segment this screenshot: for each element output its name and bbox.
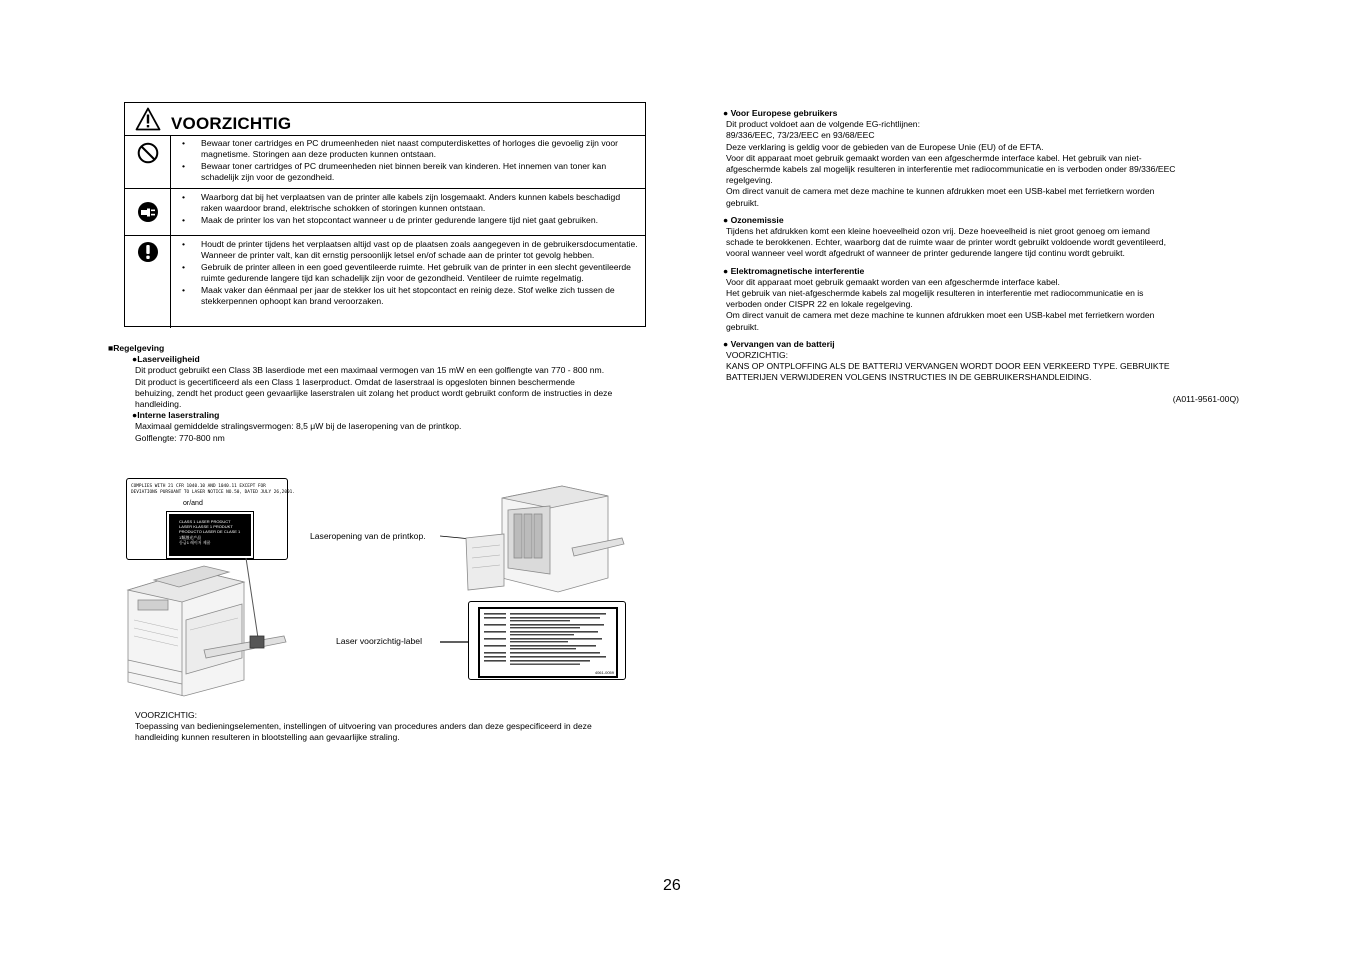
laser-safety-heading: ●Laserveiligheid — [132, 354, 200, 365]
battery-heading: ● Vervangen van de batterij — [723, 338, 835, 349]
text-line: gebruikt. — [726, 197, 759, 208]
text-line: Het gebruik van niet-afgeschermde kabels zal mogelijk resulteren in interferentie met radiocommunicatie en is — [726, 288, 1144, 299]
compliance-line: COMPLIES WITH 21 CFR 1040.10 AND 1040.11 EXCEPT FOR — [131, 484, 266, 489]
caution-item: • Houdt de printer tijdens het verplaatsen altijd vast op de plaatsen zoals aangegeven in de gebruikersdocumentatie. Wanneer de printer valt, kan dit ernstig persoonlijk letsel en/of schade aan de printer tot gevolg hebben. — [173, 239, 639, 261]
warning-triangle-icon — [135, 107, 161, 131]
text-line: regelgeving. — [726, 175, 773, 186]
printer-illustration — [124, 560, 289, 700]
caution-item: • Maak vaker dan éénmaal per jaar de stekker los uit het stopcontact en reinig deze. Stof welke zich tussen de stekkerpennen ophoopt kan brand veroorzaken. — [173, 285, 639, 307]
regulation-heading: ■Regelgeving — [108, 343, 165, 353]
or-and-text: or/and — [183, 500, 203, 507]
aperture-label: Laseropening van de printkop. — [310, 531, 426, 541]
text-line: 89/336/EEC, 73/23/EEC en 93/68/EEC — [726, 130, 875, 141]
label-fine-print — [482, 611, 612, 667]
text-line: verboden onder CISPR 22 en lokale regelgeving. — [726, 299, 913, 310]
open-printer-illustration — [462, 478, 630, 596]
text-line: Toepassing van bedieningselementen, instellingen of uitvoering van procedures anders dan deze gespecificeerd in deze — [135, 721, 592, 732]
internal-radiation-text — [108, 421, 678, 443]
mandatory-icon — [137, 241, 159, 263]
text-line: Voor dit apparaat moet gebruik gemaakt worden van een afgeschermde interface kabel. — [726, 276, 1060, 287]
text-line: schade te berokkenen. Echter, waarborg dat de ruimte waar de printer wordt gebruikt voldoende wordt geventileerd, — [726, 237, 1166, 248]
internal-radiation-heading: ●Interne laserstraling — [132, 410, 220, 421]
text-line: Dit product voldoet aan de volgende EG-richtlijnen: — [726, 119, 920, 130]
europe-heading: ● Voor Europese gebruikers — [723, 108, 838, 118]
right-column — [723, 108, 1243, 405]
class1-line: CLASS 1 LASER PRODUCT — [179, 519, 231, 524]
text-line: gebruikt. — [726, 321, 759, 332]
text-line: KANS OP ONTPLOFFING ALS DE BATTERIJ VERVANGEN WORDT DOOR EEN VERKEERD TYPE. GEBRUIKTE — [726, 361, 1170, 372]
laser-warning-label-frame — [468, 601, 626, 680]
laser-warning-label — [478, 607, 618, 678]
class1-line: PRODUCTO LASER DE CLASE 1 — [179, 529, 241, 535]
caution-item: • Waarborg dat bij het verplaatsen van de printer alle kabels zijn losgemaakt. Anders kunnen kabels beschadigd raken waardoor brand, elektrische schokken of storingen kunnen ontstaan. — [173, 192, 639, 214]
text-line: behuizing, zendt het product geen gevaarlijke laserstralen uit zolang het product wordt gebruikt conform de instructies in deze — [135, 387, 613, 398]
text-line: Maximaal gemiddelde stralingsvermogen: 8,5 μW bij de laseropening van de printkop. — [135, 421, 462, 432]
text-line: Om direct vanuit de camera met deze machine te kunnen afdrukken moet een USB-kabel met ferrietkern worden — [726, 186, 1155, 197]
caution-row — [125, 236, 645, 328]
regulation-section — [108, 343, 678, 444]
caution-item: • Gebruik de printer alleen in een goed geventileerde ruimte. Het gebruik van de printer in een slecht geventileerde ruimte gedurende langere tijd kan schadelijk zijn voor de gezondheid. Ventileer de ruimte regelmatig. — [173, 262, 639, 284]
text-line: VOORZICHTIG: — [726, 350, 789, 361]
class1-laser-label — [167, 512, 253, 558]
battery-section — [723, 339, 1243, 384]
unplug-icon — [137, 201, 159, 223]
caution-box — [124, 102, 646, 327]
compliance-label — [126, 478, 295, 560]
text-line: Golflengte: 770-800 nm — [135, 432, 225, 443]
caution-item: • Bewaar toner cartridges of PC drumeenheden niet binnen bereik van kinderen. Het innemen van toner kan schadelijk zijn voor de gezondheid. — [173, 161, 639, 183]
compliance-line: DEVIATIONS PURSUANT TO LASER NOTICE NO.50, DATED JULY 26,2001. — [131, 490, 295, 495]
caution-row — [125, 189, 645, 236]
text-line: handleiding kunnen resulteren in blootstelling aan gevaarlijke straling. — [135, 732, 400, 743]
caution-list — [173, 138, 639, 184]
caution-item: • Bewaar toner cartridges en PC drumeenheden niet naast computerdiskettes of horloges die gevoelig zijn voor magnetisme. Storingen aan deze producten kunnen ontstaan. — [173, 138, 639, 160]
europe-section — [723, 108, 1243, 209]
text-line: Tijdens het afdrukken komt een kleine hoeveelheid ozon vrij. Deze hoeveelheid is niet groot genoeg om iemand — [726, 226, 1150, 237]
text-line: BATTERIJEN VERWIJDEREN VOLGENS INSTRUCTIES IN DE GEBRUIKERSHANDLEIDING. — [726, 372, 1092, 383]
label-code: 4061-0059 — [594, 670, 614, 675]
laser-safety-text — [108, 365, 678, 410]
caution-list — [173, 192, 639, 227]
class1-line: 1類激光产品 — [179, 534, 202, 540]
caution-label-callout: Laser voorzichtig-label — [336, 636, 422, 646]
emi-section — [723, 266, 1243, 333]
text-line: Dit product gebruikt een Class 3B laserdiode met een maximaal vermogen van 15 mW en een golflengte van 770 - 800 nm. — [135, 365, 605, 376]
text-line: vooral wanneer veel wordt afgedrukt of wanneer de printer gedurende langere tijd continu wordt gebruikt. — [726, 248, 1125, 259]
text-line: Dit product is gecertificeerd als een Class 1 laserproduct. Omdat de laserstraal is opgesloten binnen beschermende — [135, 376, 575, 387]
class1-line: LASER KLASSE 1 PRODUKT — [179, 524, 233, 530]
caution-leader-line — [440, 638, 470, 646]
text-line: Deze verklaring is geldig voor de gebieden van de Europese Unie (EU) of de EFTA. — [726, 141, 1044, 152]
bottom-caution-title: VOORZICHTIG: — [135, 710, 198, 720]
caution-item: • Maak de printer los van het stopcontact wanneer u de printer gedurende langere tijd niet gaat gebruiken. — [173, 215, 639, 226]
emi-heading: ● Elektromagnetische interferentie — [723, 265, 865, 276]
ozone-section — [723, 215, 1243, 260]
text-line: afgeschermde kabels zal mogelijk resulteren in interferentie met radiocommunicatie en is verboden onder 89/336/EEC — [726, 164, 1176, 175]
text-line: Voor dit apparaat moet gebruik gemaakt worden van een afgeschermde interface kabel. Het gebruik van niet- — [726, 152, 1142, 163]
ozone-heading: ● Ozonemissie — [723, 214, 784, 225]
text-line: handleiding. — [135, 399, 182, 410]
page-number: 26 — [663, 877, 681, 894]
caution-title: VOORZICHTIG — [171, 114, 292, 133]
caution-row — [125, 135, 645, 189]
bottom-caution — [135, 710, 675, 744]
caution-list — [173, 239, 639, 308]
prohibited-icon — [137, 142, 159, 164]
text-line: Om direct vanuit de camera met deze machine te kunnen afdrukken moet een USB-kabel met ferrietkern worden — [726, 310, 1155, 321]
caution-header — [125, 103, 645, 136]
document-code: (A011-9561-00Q) — [1172, 393, 1239, 404]
class1-line: 등급1 레이저 제품 — [179, 539, 211, 545]
